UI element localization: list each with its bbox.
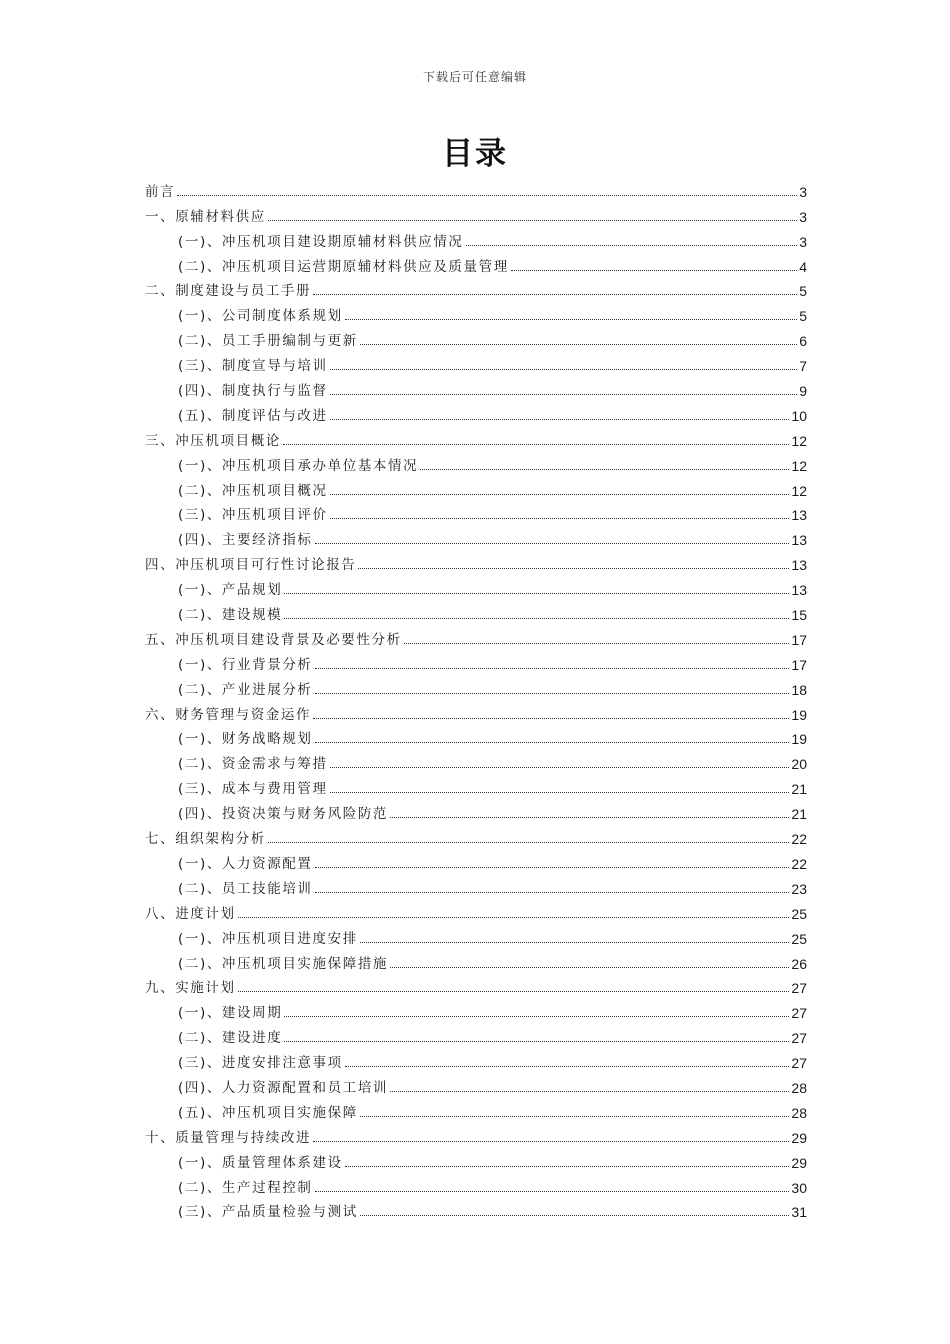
toc-section-entry[interactable]	[145, 872, 807, 897]
toc-entry-label: (二)、建设规模	[178, 607, 283, 624]
toc-page-number: 13	[791, 557, 807, 574]
toc-page-number: 21	[791, 781, 807, 798]
toc-page-number: 13	[791, 582, 807, 599]
toc-page-number: 3	[799, 208, 807, 225]
toc-chapter-entry[interactable]	[145, 200, 807, 225]
toc-section-entry[interactable]	[145, 474, 807, 499]
table-of-contents	[145, 175, 807, 1220]
toc-dot-leader	[315, 693, 790, 694]
toc-entry-label: 四、冲压机项目可行性讨论报告	[145, 557, 357, 574]
toc-dot-leader	[358, 568, 789, 569]
toc-chapter-entry[interactable]	[145, 275, 807, 300]
toc-dot-leader	[283, 444, 790, 445]
toc-entry-label: (二)、产业进展分析	[178, 681, 313, 698]
toc-dot-leader	[330, 767, 790, 768]
toc-dot-leader	[315, 742, 790, 743]
toc-dot-leader	[268, 842, 790, 843]
toc-page-number: 20	[791, 756, 807, 773]
toc-chapter-entry[interactable]	[145, 623, 807, 648]
toc-page-number: 6	[799, 333, 807, 350]
toc-entry-label: (三)、成本与费用管理	[178, 781, 328, 798]
toc-dot-leader	[390, 967, 789, 968]
toc-entry-label: (四)、人力资源配置和员工培训	[178, 1079, 389, 1096]
toc-entry-label: 七、组织架构分析	[145, 831, 266, 848]
toc-entry-label: (五)、冲压机项目实施保障	[178, 1104, 358, 1121]
toc-entry-label: 一、原辅材料供应	[145, 208, 266, 225]
toc-page-number: 28	[791, 1079, 807, 1096]
toc-chapter-entry[interactable]	[145, 972, 807, 997]
toc-dot-leader	[330, 394, 798, 395]
toc-page-number: 21	[791, 806, 807, 823]
toc-page-number: 5	[799, 283, 807, 300]
toc-entry-label: (一)、冲压机项目进度安排	[178, 930, 358, 947]
toc-page-number: 27	[791, 980, 807, 997]
toc-dot-leader	[330, 518, 790, 519]
toc-title: 目录	[442, 136, 508, 172]
toc-dot-leader	[284, 618, 789, 619]
toc-entry-label: (一)、行业背景分析	[178, 656, 313, 673]
toc-page-number: 18	[791, 681, 807, 698]
toc-section-entry[interactable]	[145, 1196, 807, 1221]
toc-entry-label: 九、实施计划	[145, 980, 236, 997]
toc-dot-leader	[313, 1141, 789, 1142]
toc-page-number: 30	[791, 1179, 807, 1196]
toc-page-number: 29	[791, 1129, 807, 1146]
toc-page-number: 12	[791, 432, 807, 449]
toc-dot-leader	[315, 892, 790, 893]
toc-section-entry[interactable]	[145, 1096, 807, 1121]
toc-entry-label: (一)、人力资源配置	[178, 855, 313, 872]
toc-entry-label: (二)、冲压机项目概况	[178, 482, 328, 499]
toc-dot-leader	[268, 220, 797, 221]
toc-section-entry[interactable]	[145, 598, 807, 623]
toc-page-number: 25	[791, 905, 807, 922]
toc-entry-label: (二)、员工手册编制与更新	[178, 333, 358, 350]
toc-dot-leader	[345, 1066, 790, 1067]
toc-entry-label: 十、质量管理与持续改进	[145, 1129, 312, 1146]
toc-chapter-entry[interactable]	[145, 897, 807, 922]
toc-entry-label: 二、制度建设与员工手册	[145, 283, 312, 300]
header-note: 下载后可任意编辑	[422, 70, 527, 84]
toc-section-entry[interactable]	[145, 1071, 807, 1096]
toc-dot-leader	[177, 195, 797, 196]
toc-section-entry[interactable]	[145, 449, 807, 474]
toc-dot-leader	[315, 1191, 790, 1192]
toc-page-number: 15	[791, 607, 807, 624]
toc-dot-leader	[330, 419, 790, 420]
toc-page-number: 17	[791, 631, 807, 648]
toc-dot-leader	[420, 469, 789, 470]
toc-entry-label: 前言	[145, 183, 176, 200]
toc-section-entry[interactable]	[145, 499, 807, 524]
toc-chapter-entry[interactable]	[145, 822, 807, 847]
toc-entry-label: (二)、冲压机项目运营期原辅材料供应及质量管理	[178, 258, 509, 275]
toc-section-entry[interactable]	[145, 723, 807, 748]
toc-dot-leader	[360, 942, 790, 943]
toc-section-entry[interactable]	[145, 349, 807, 374]
toc-entry-label: (二)、冲压机项目实施保障措施	[178, 955, 389, 972]
toc-section-entry[interactable]	[145, 374, 807, 399]
toc-entry-label: (三)、制度宣导与培训	[178, 358, 328, 375]
toc-dot-leader	[511, 270, 797, 271]
toc-entry-label: (一)、质量管理体系建设	[178, 1154, 343, 1171]
toc-page-number: 19	[791, 731, 807, 748]
toc-page-number: 29	[791, 1154, 807, 1171]
toc-page-number: 22	[791, 855, 807, 872]
toc-dot-leader	[330, 792, 790, 793]
toc-dot-leader	[284, 1041, 789, 1042]
toc-section-entry[interactable]	[145, 1146, 807, 1171]
toc-dot-leader	[284, 593, 789, 594]
toc-dot-leader	[330, 494, 790, 495]
toc-dot-leader	[315, 543, 790, 544]
toc-section-entry[interactable]	[145, 673, 807, 698]
toc-entry-label: 八、进度计划	[145, 905, 236, 922]
toc-page-number: 13	[791, 532, 807, 549]
toc-dot-leader	[315, 668, 790, 669]
toc-section-entry[interactable]	[145, 847, 807, 872]
toc-chapter-entry[interactable]	[145, 1121, 807, 1146]
toc-section-entry[interactable]	[145, 772, 807, 797]
toc-section-entry[interactable]	[145, 922, 807, 947]
toc-page-number: 27	[791, 1005, 807, 1022]
toc-section-entry[interactable]	[145, 299, 807, 324]
toc-section-entry[interactable]	[145, 747, 807, 772]
toc-page-number: 23	[791, 880, 807, 897]
toc-section-entry[interactable]	[145, 523, 807, 548]
toc-entry-label: 六、财务管理与资金运作	[145, 706, 312, 723]
toc-entry-label: (五)、制度评估与改进	[178, 407, 328, 424]
toc-entry-label: 五、冲压机项目建设背景及必要性分析	[145, 631, 402, 648]
toc-section-entry[interactable]	[145, 797, 807, 822]
toc-section-entry[interactable]	[145, 996, 807, 1021]
toc-entry-label: (二)、资金需求与筹措	[178, 756, 328, 773]
toc-page-number: 22	[791, 831, 807, 848]
toc-section-entry[interactable]	[145, 324, 807, 349]
toc-page-number: 5	[799, 308, 807, 325]
toc-page-number: 28	[791, 1104, 807, 1121]
toc-page-number: 25	[791, 930, 807, 947]
toc-dot-leader	[466, 245, 798, 246]
toc-section-entry[interactable]	[145, 947, 807, 972]
toc-chapter-entry[interactable]	[145, 548, 807, 573]
toc-entry-label: (一)、公司制度体系规划	[178, 308, 343, 325]
toc-section-entry[interactable]	[145, 1171, 807, 1196]
toc-dot-leader	[345, 1166, 790, 1167]
toc-page-number: 3	[799, 233, 807, 250]
toc-entry-label: (三)、产品质量检验与测试	[178, 1204, 358, 1221]
toc-dot-leader	[330, 369, 798, 370]
toc-page-number: 7	[799, 358, 807, 375]
toc-entry-label: (一)、产品规划	[178, 582, 283, 599]
toc-section-entry[interactable]	[145, 399, 807, 424]
toc-page-number: 17	[791, 656, 807, 673]
toc-entry-label: (四)、主要经济指标	[178, 532, 313, 549]
toc-entry-label: (三)、冲压机项目评价	[178, 507, 328, 524]
toc-page-number: 4	[799, 258, 807, 275]
toc-page-number: 12	[791, 482, 807, 499]
toc-section-entry[interactable]	[145, 225, 807, 250]
toc-entry-label: (二)、生产过程控制	[178, 1179, 313, 1196]
toc-dot-leader	[313, 294, 797, 295]
toc-dot-leader	[360, 1215, 790, 1216]
toc-page-number: 19	[791, 706, 807, 723]
toc-entry-label: (二)、员工技能培训	[178, 880, 313, 897]
toc-chapter-entry[interactable]	[145, 698, 807, 723]
toc-page-number: 3	[799, 183, 807, 200]
toc-dot-leader	[360, 1116, 790, 1117]
toc-section-entry[interactable]	[145, 250, 807, 275]
toc-page-number: 12	[791, 457, 807, 474]
toc-dot-leader	[284, 1016, 789, 1017]
toc-dot-leader	[238, 917, 790, 918]
toc-entry-label: (四)、制度执行与监督	[178, 383, 328, 400]
toc-section-entry[interactable]	[145, 1046, 807, 1071]
toc-dot-leader	[390, 817, 789, 818]
toc-entry-label: (二)、建设进度	[178, 1030, 283, 1047]
toc-section-entry[interactable]	[145, 573, 807, 598]
toc-page-number: 9	[799, 383, 807, 400]
toc-page-number: 10	[791, 407, 807, 424]
toc-dot-leader	[360, 344, 797, 345]
toc-entry-label: 三、冲压机项目概论	[145, 432, 281, 449]
toc-dot-leader	[404, 643, 790, 644]
toc-section-entry[interactable]	[145, 648, 807, 673]
toc-chapter-entry[interactable]	[145, 175, 807, 200]
toc-section-entry[interactable]	[145, 1021, 807, 1046]
toc-page-number: 26	[791, 955, 807, 972]
toc-entry-label: (一)、建设周期	[178, 1005, 283, 1022]
toc-page-number: 13	[791, 507, 807, 524]
toc-entry-label: (一)、冲压机项目建设期原辅材料供应情况	[178, 233, 464, 250]
toc-dot-leader	[313, 718, 789, 719]
toc-chapter-entry[interactable]	[145, 424, 807, 449]
toc-entry-label: (一)、冲压机项目承办单位基本情况	[178, 457, 419, 474]
toc-dot-leader	[238, 991, 790, 992]
toc-dot-leader	[315, 867, 790, 868]
toc-dot-leader	[390, 1091, 789, 1092]
toc-page-number: 27	[791, 1030, 807, 1047]
toc-page-number: 27	[791, 1055, 807, 1072]
toc-entry-label: (一)、财务战略规划	[178, 731, 313, 748]
toc-dot-leader	[345, 319, 797, 320]
toc-entry-label: (三)、进度安排注意事项	[178, 1055, 343, 1072]
toc-page-number: 31	[791, 1204, 807, 1221]
toc-entry-label: (四)、投资决策与财务风险防范	[178, 806, 389, 823]
